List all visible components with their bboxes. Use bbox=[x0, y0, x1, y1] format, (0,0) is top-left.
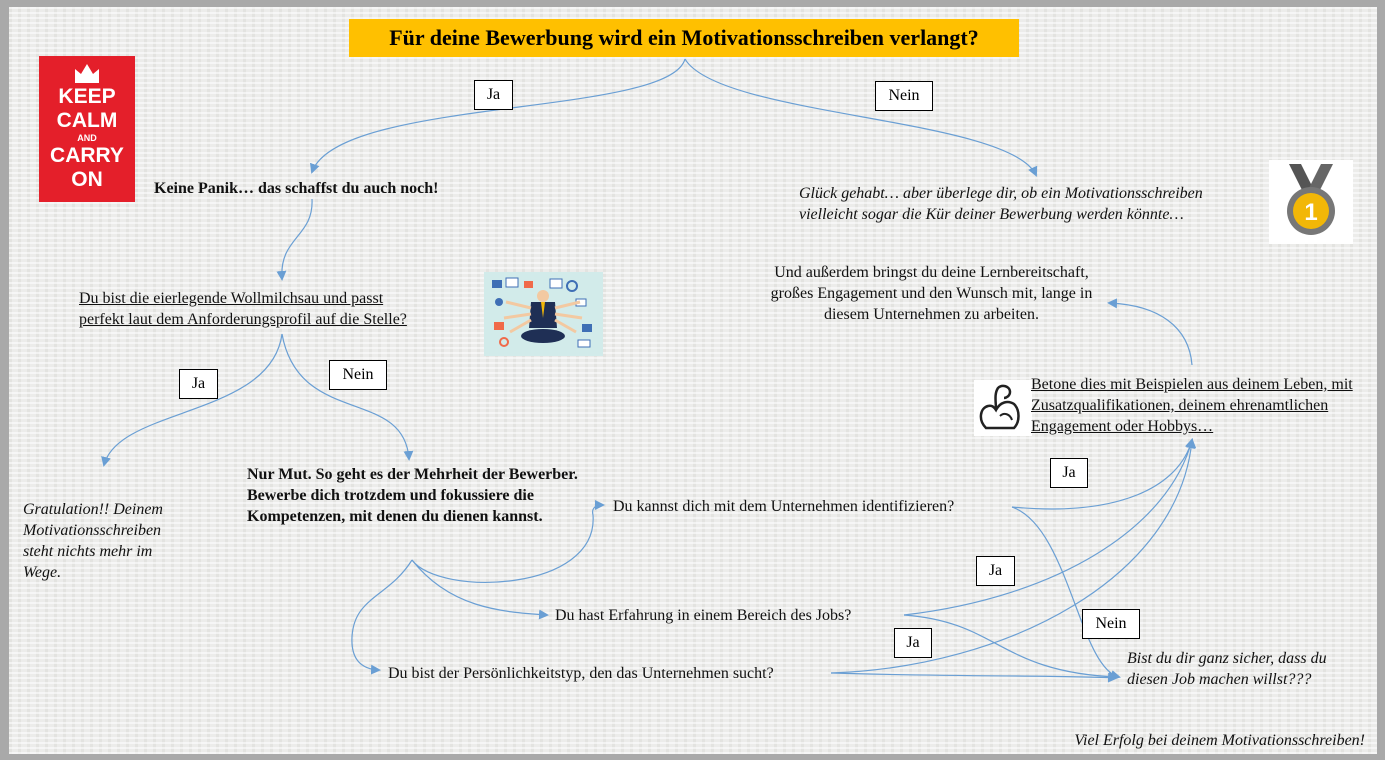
node-ausserdem: Und außerdem bringst du deine Lernbereitschaft, großes Engagement und den Wunsch mit, lange in diesem Unternehmen zu arbeiten. bbox=[770, 264, 1093, 323]
node-identifizieren: Du kannst dich mit dem Unternehmen identifizieren? bbox=[613, 498, 955, 515]
arrow-keine-panik-to-wollmilchsau bbox=[282, 199, 312, 279]
arrow-identifizieren-to-sicher bbox=[1012, 507, 1119, 677]
node-keine-panik: Keine Panik… das schaffst du auch noch! bbox=[154, 180, 439, 197]
label-ja-3: Ja bbox=[1050, 458, 1088, 488]
page-title: Für deine Bewerbung wird ein Motivationsschreiben verlangt? bbox=[349, 19, 1019, 57]
slide bbox=[9, 7, 1377, 754]
keep-calm-line-1: KEEP bbox=[58, 85, 116, 108]
label-nein-3: Nein bbox=[1082, 609, 1140, 639]
multitasking-person-image bbox=[484, 272, 603, 356]
node-wollmilchsau: Du bist die eierlegende Wollmilchsau und passt perfekt laut dem Anforderungsprofil auf die Stelle? bbox=[79, 290, 407, 328]
arrow-nur-mut-to-erfahrung bbox=[412, 560, 547, 615]
arrow-persoenlichkeit-to-sicher bbox=[831, 673, 1116, 678]
node-erfahrung: Du hast Erfahrung in einem Bereich des Jobs? bbox=[555, 607, 852, 624]
muscle-image bbox=[974, 380, 1032, 436]
arrow-erfahrung-to-betone bbox=[904, 440, 1192, 615]
label-ja-1: Ja bbox=[474, 80, 513, 110]
arrow-title-to-keine-panik bbox=[312, 59, 685, 172]
label-ja-5: Ja bbox=[894, 628, 932, 658]
arrow-wollmilchsau-to-gratulation bbox=[104, 334, 282, 465]
keep-calm-line-2: CALM bbox=[56, 109, 118, 132]
keep-calm-poster bbox=[39, 56, 135, 202]
medal-image bbox=[1269, 160, 1353, 244]
node-betone: Betone dies mit Beispielen aus deinem Leben, mit Zusatzqualifikationen, deinem ehrenamtlichen Engagement oder Hobbys… bbox=[1031, 376, 1353, 435]
arrow-identifizieren-to-betone bbox=[1012, 440, 1192, 509]
medal-icon bbox=[1269, 160, 1353, 244]
label-nein-2: Nein bbox=[329, 360, 387, 390]
arrow-title-to-glueck bbox=[685, 59, 1036, 175]
keep-calm-and: AND bbox=[77, 133, 97, 143]
label-ja-4: Ja bbox=[976, 556, 1015, 586]
arrow-nur-mut-to-persoenlichkeit bbox=[352, 560, 412, 670]
flexed-arm-icon bbox=[974, 380, 1032, 436]
multitasking-person-icon bbox=[484, 272, 603, 356]
label-ja-2: Ja bbox=[179, 369, 218, 399]
node-persoenlichkeit: Du bist der Persönlichkeitstyp, den das Unternehmen sucht? bbox=[388, 665, 774, 682]
node-nur-mut: Nur Mut. So geht es der Mehrheit der Bewerber. Bewerbe dich trotzdem und fokussiere die Kompetenzen, mit denen du dienen kannst. bbox=[247, 466, 578, 525]
node-glueck-gehabt: Glück gehabt… aber überlege dir, ob ein Motivationsschreiben vielleicht sogar die Kür deiner Bewerbung werden könnte… bbox=[799, 185, 1203, 223]
arrow-wollmilchsau-to-nur-mut bbox=[282, 334, 409, 459]
crown-icon bbox=[72, 60, 102, 84]
node-sicher: Bist du dir ganz sicher, dass du diesen Job machen willst??? bbox=[1127, 650, 1327, 688]
node-gratulation: Gratulation!! Deinem Motivationsschreiben steht nichts mehr im Wege. bbox=[23, 501, 163, 581]
label-nein-1: Nein bbox=[875, 81, 933, 111]
arrow-betone-to-ausserdem bbox=[1109, 303, 1192, 365]
keep-calm-line-4: ON bbox=[71, 168, 103, 191]
node-viel-erfolg: Viel Erfolg bei deinem Motivationsschreiben! bbox=[1074, 732, 1365, 749]
keep-calm-line-3: CARRY bbox=[50, 144, 124, 167]
medal-number: 1 bbox=[1304, 199, 1318, 226]
